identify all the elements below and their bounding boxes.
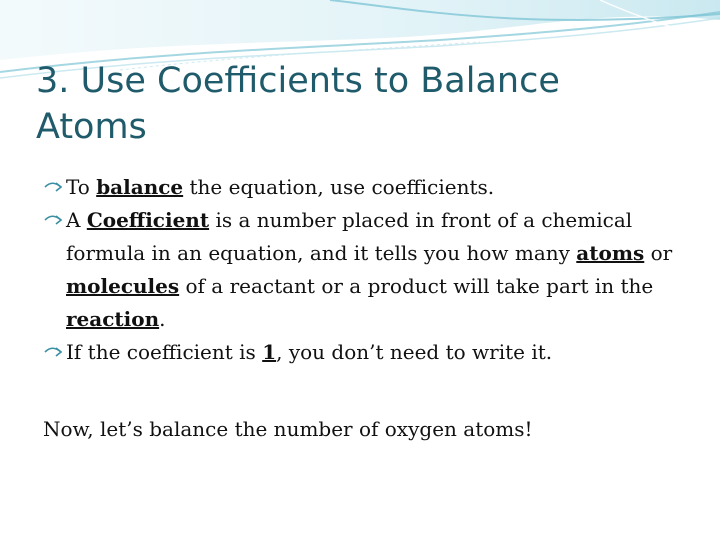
bullet-text: is a number placed in front of a chemical formula in an equation, and it tells you how many bbox=[66, 208, 633, 265]
emphasized-term: balance bbox=[96, 175, 184, 199]
bullet-text: of a reactant or a product will take part in the bbox=[179, 274, 654, 298]
emphasized-term: atoms bbox=[576, 241, 645, 265]
slide-title: 3. Use Coefficients to Balance Atoms bbox=[36, 61, 560, 147]
bullet-arrow-icon bbox=[44, 213, 62, 227]
emphasized-term: Coefficient bbox=[86, 208, 210, 232]
bullet-item bbox=[44, 336, 684, 369]
bullet-text: To bbox=[66, 175, 97, 199]
bullet-text: or bbox=[644, 241, 673, 265]
bullet-text: , you don’t need to write it. bbox=[276, 340, 553, 364]
bullet-list bbox=[44, 171, 684, 369]
bullet-item bbox=[44, 171, 684, 204]
bullet-text: . bbox=[159, 307, 166, 331]
emphasized-term: molecules bbox=[66, 274, 180, 298]
bullet-arrow-icon bbox=[44, 345, 62, 359]
bullet-text: the equation, use coefficients. bbox=[183, 175, 495, 199]
bullet-text: A bbox=[66, 208, 87, 232]
emphasized-term: 1 bbox=[262, 340, 277, 364]
bullet-arrow-icon bbox=[44, 180, 62, 194]
bullet-text: If the coefficient is bbox=[66, 340, 263, 364]
emphasized-term: reaction bbox=[66, 307, 160, 331]
closing-note: Now, let’s balance the number of oxygen atoms! bbox=[43, 417, 533, 441]
bullet-item bbox=[44, 204, 684, 336]
